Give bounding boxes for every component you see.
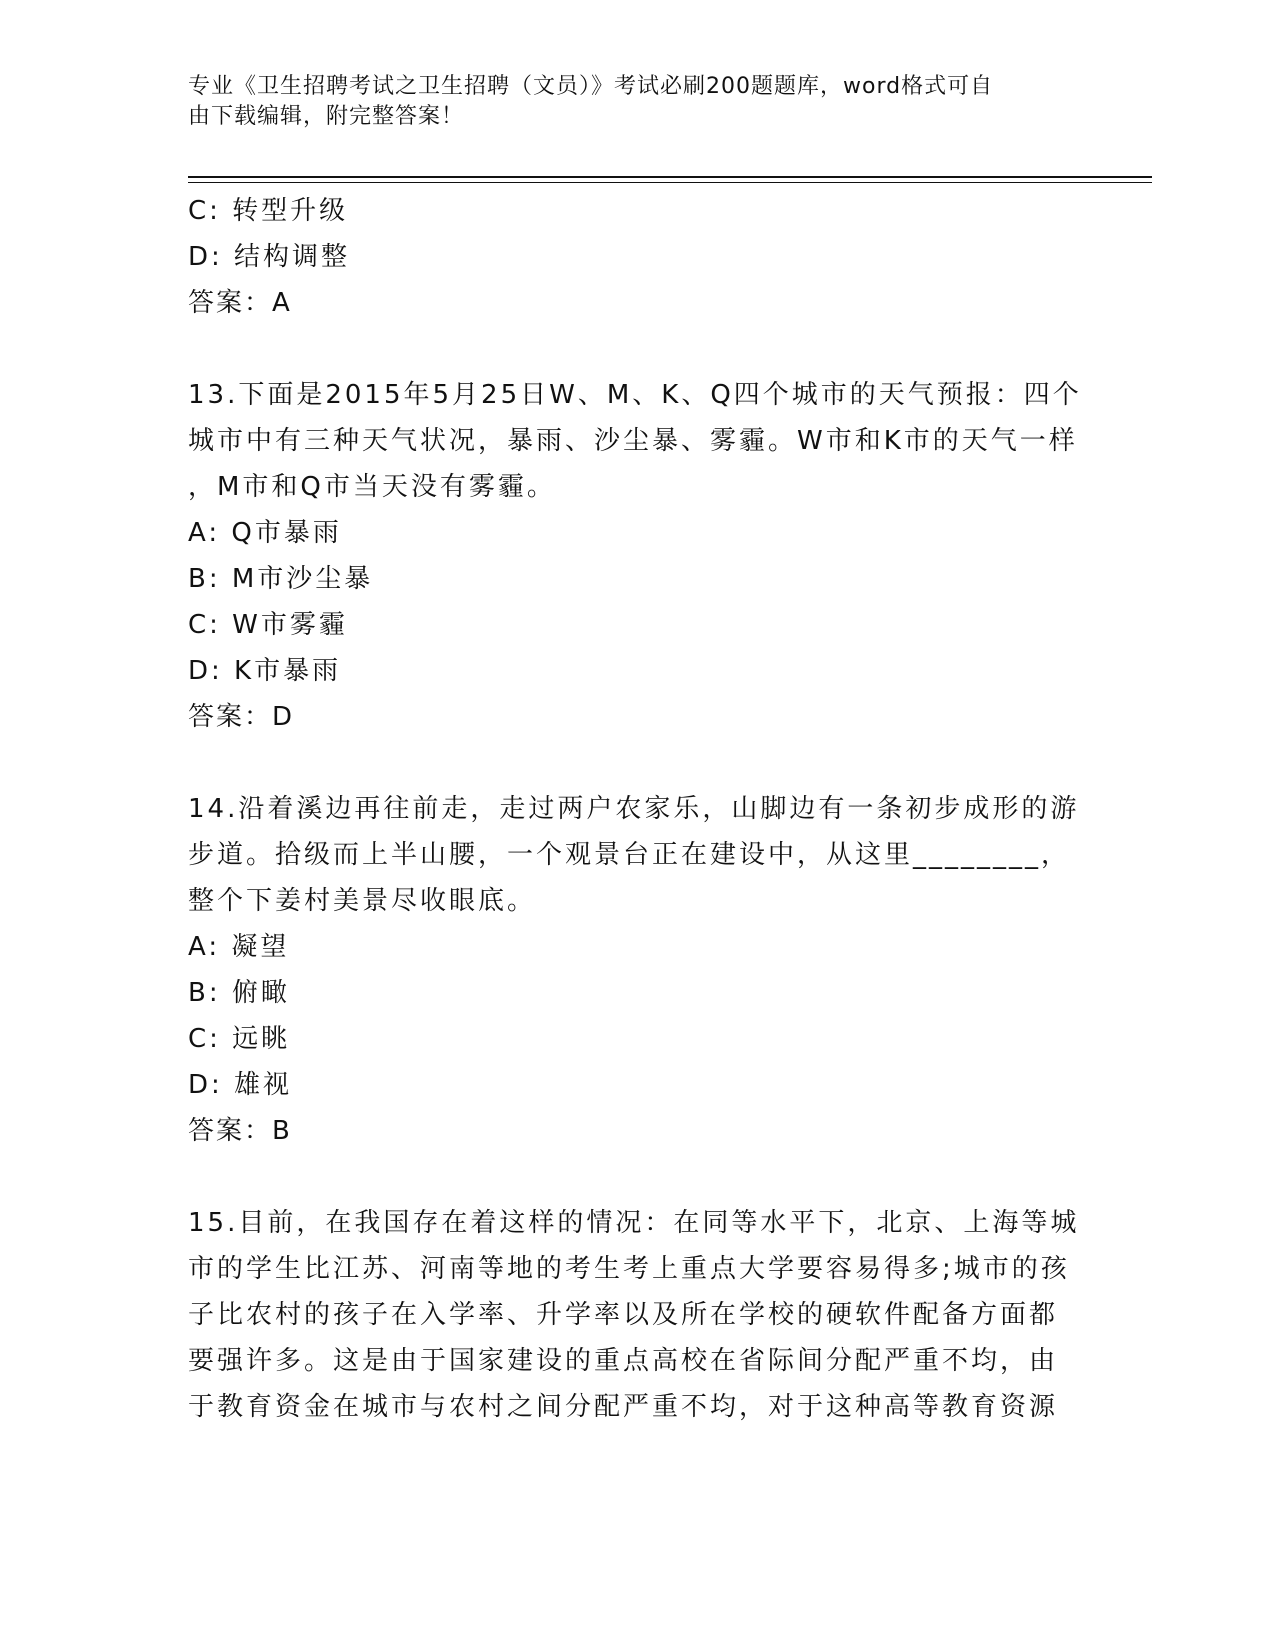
option-c: C: W市雾霾 — [188, 610, 348, 640]
question-stem-line: 子比农村的孩子在入学率、升学率以及所在学校的硬软件配备方面都 — [188, 1300, 1059, 1330]
spacer — [188, 740, 1088, 786]
header-line-1: 专业《卫生招聘考试之卫生招聘（文员）》考试必刷200题题库，word格式可自 — [188, 74, 994, 99]
header-line-2: 由下载编辑，附完整答案！ — [188, 104, 465, 129]
question-stem-line: 15.目前，在我国存在着这样的情况：在同等水平下，北京、上海等城 — [188, 1208, 1080, 1238]
option-c: C: 转型升级 — [188, 196, 349, 226]
document-header — [188, 72, 1068, 132]
question-12-tail — [188, 188, 1088, 326]
question-13 — [188, 372, 1088, 740]
answer: 答案：A — [188, 288, 292, 318]
option-d: D: 雄视 — [188, 1070, 293, 1100]
question-stem-line: 步道。拾级而上半山腰，一个观景台正在建设中，从这里________， — [188, 840, 1071, 870]
header-divider-thick — [188, 176, 1152, 178]
question-stem-line: 市的学生比江苏、河南等地的考生考上重点大学要容易得多;城市的孩 — [188, 1254, 1070, 1284]
question-15 — [188, 1200, 1088, 1430]
spacer — [188, 1154, 1088, 1200]
option-a: A: 凝望 — [188, 932, 290, 962]
option-b: B: M市沙尘暴 — [188, 564, 374, 594]
question-14 — [188, 786, 1088, 1154]
header-divider-thin — [188, 182, 1152, 183]
option-c: C: 远眺 — [188, 1024, 291, 1054]
option-a: A: Q市暴雨 — [188, 518, 342, 548]
spacer — [188, 326, 1088, 372]
answer: 答案：D — [188, 702, 295, 732]
option-b: B: 俯瞰 — [188, 978, 290, 1008]
question-stem-line: 整个下姜村美景尽收眼底。 — [188, 886, 537, 916]
question-list — [188, 188, 1088, 1430]
option-d: D: 结构调整 — [188, 242, 351, 272]
question-stem-line: ，M市和Q市当天没有雾霾。 — [188, 472, 556, 502]
answer: 答案：B — [188, 1116, 292, 1146]
question-stem-line: 城市中有三种天气状况，暴雨、沙尘暴、雾霾。W市和K市的天气一样 — [188, 426, 1078, 456]
option-d: D: K市暴雨 — [188, 656, 342, 686]
question-stem-line: 于教育资金在城市与农村之间分配严重不均，对于这种高等教育资源 — [188, 1392, 1059, 1422]
question-stem-line: 要强许多。这是由于国家建设的重点高校在省际间分配严重不均，由 — [188, 1346, 1059, 1376]
question-stem-line: 13.下面是2015年5月25日W、M、K、Q四个城市的天气预报：四个 — [188, 380, 1082, 410]
question-stem-line: 14.沿着溪边再往前走，走过两户农家乐，山脚边有一条初步成形的游 — [188, 794, 1080, 824]
